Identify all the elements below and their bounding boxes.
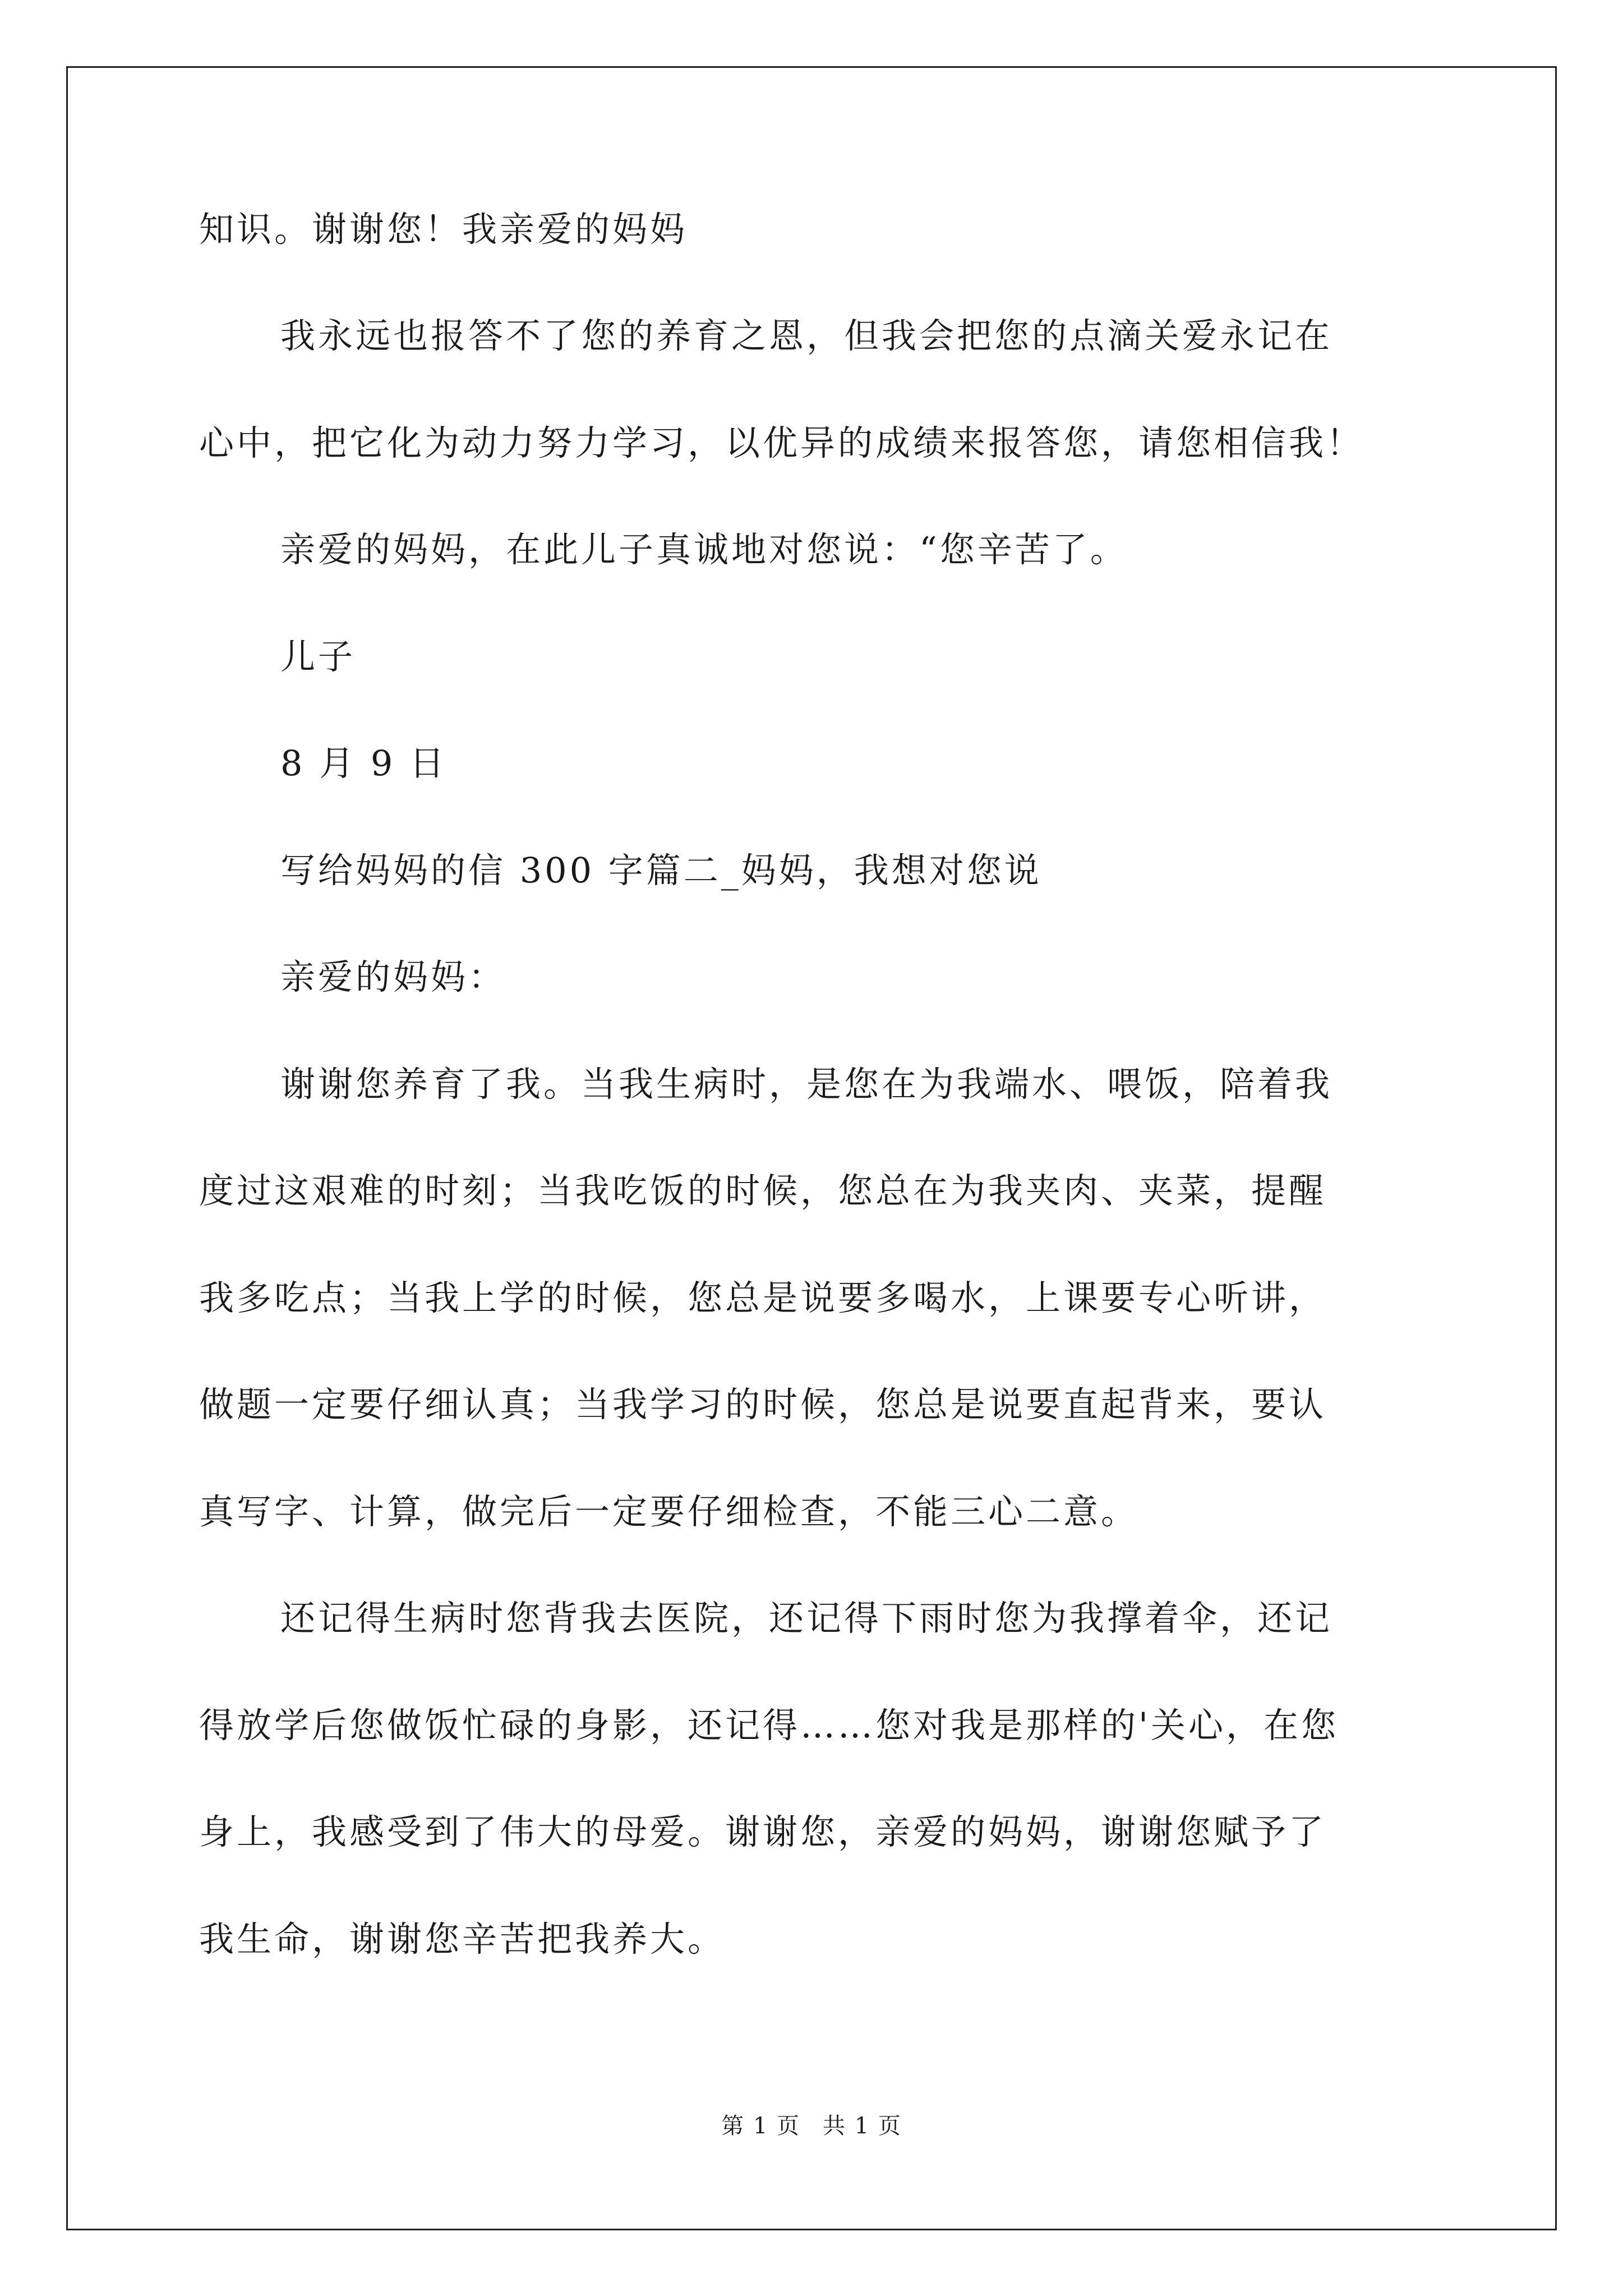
section-title: 写给妈妈的信 300 字篇二_妈妈，我想对您说 bbox=[280, 850, 1042, 891]
text-line: 得放学后您做饭忙碌的身影，还记得……您对我是那样的'关心，在您 bbox=[199, 1705, 1339, 1746]
date-line: 8 月 9 日 bbox=[280, 743, 448, 784]
page-total: 共 1 页 bbox=[823, 2113, 902, 2139]
text-line: 亲爱的妈妈，在此儿子真诚地对您说：“您辛苦了。 bbox=[280, 529, 1128, 570]
text-line: 真写字、计算，做完后一定要仔细检查，不能三心二意。 bbox=[199, 1491, 1139, 1532]
text-line: 我多吃点；当我上学的时候，您总是说要多喝水，上课要专心听讲， bbox=[199, 1277, 1327, 1318]
text-line: 度过这艰难的时刻；当我吃饭的时候，您总在为我夹肉、夹菜，提醒 bbox=[199, 1170, 1327, 1211]
page-number: 第 1 页 bbox=[721, 2113, 800, 2139]
text-line: 我生命，谢谢您辛苦把我养大。 bbox=[199, 1918, 726, 1959]
signature-line: 儿子 bbox=[280, 636, 356, 677]
text-line: 我永远也报答不了您的养育之恩，但我会把您的点滴关爱永记在 bbox=[280, 315, 1333, 356]
text-line: 还记得生病时您背我去医院，还记得下雨时您为我撑着伞，还记 bbox=[280, 1598, 1333, 1639]
text-line: 心中，把它化为动力努力学习，以优异的成绩来报答您，请您相信我！ bbox=[199, 422, 1364, 463]
text-line: 谢谢您养育了我。当我生病时，是您在为我端水、喂饭，陪着我 bbox=[280, 1064, 1333, 1105]
text-line: 做题一定要仔细认真；当我学习的时候，您总是说要直起背来，要认 bbox=[199, 1384, 1327, 1425]
text-line: 身上，我感受到了伟大的母爱。谢谢您，亲爱的妈妈，谢谢您赋予了 bbox=[199, 1811, 1327, 1852]
salutation: 亲爱的妈妈： bbox=[280, 956, 506, 997]
page-footer bbox=[0, 2114, 1623, 2138]
text-line: 知识。谢谢您！我亲爱的妈妈 bbox=[199, 209, 688, 250]
page-border bbox=[66, 66, 1557, 2230]
